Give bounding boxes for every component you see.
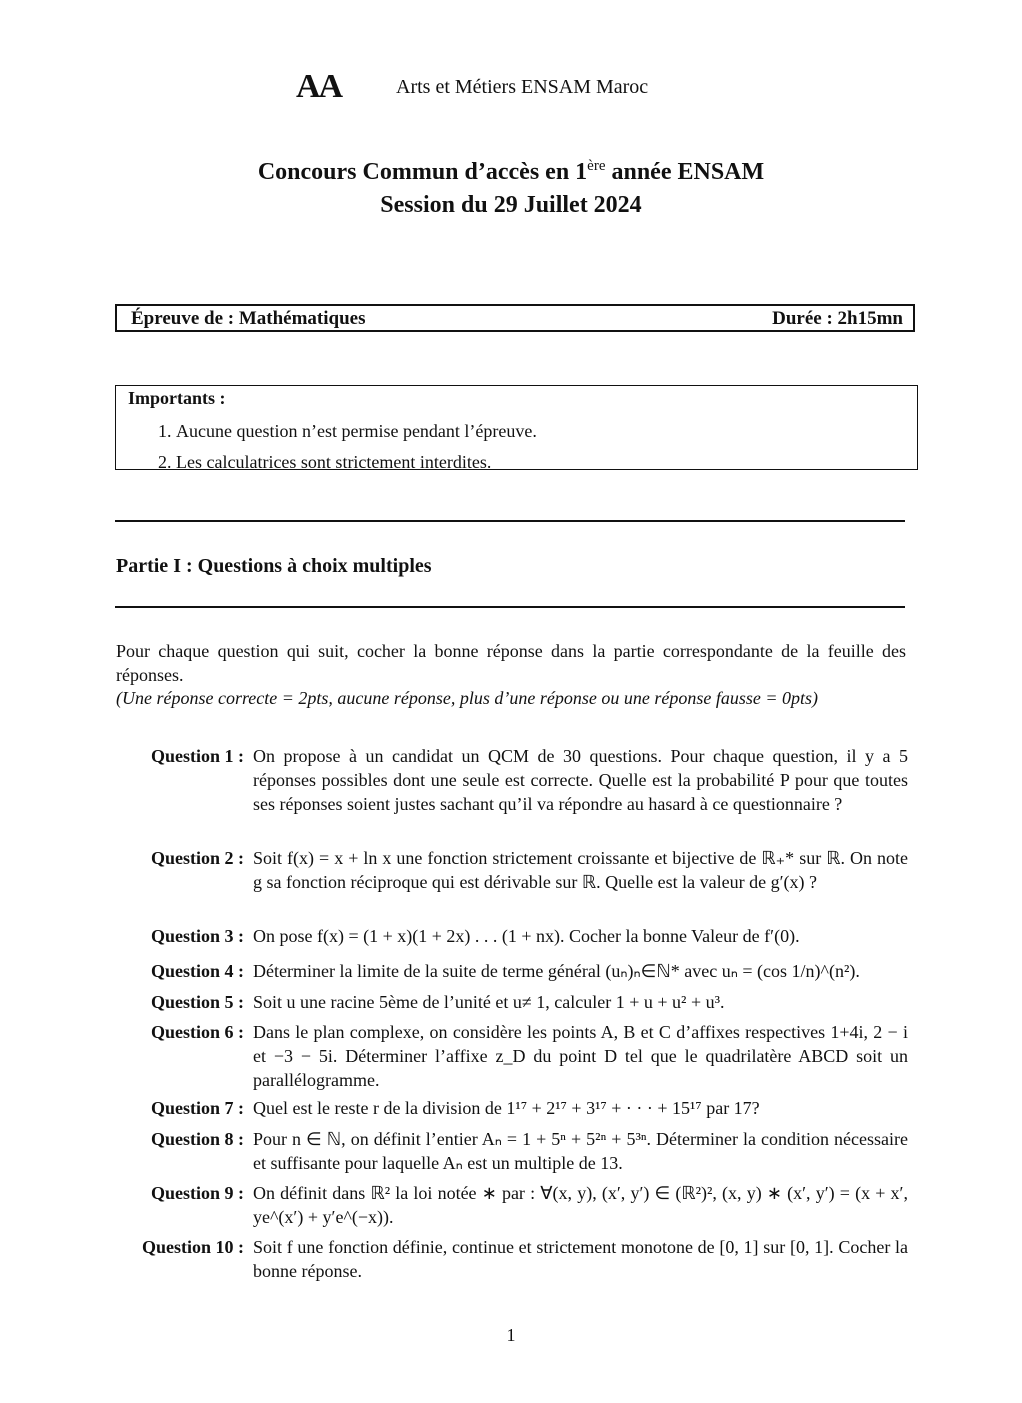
school-name: Arts et Métiers ENSAM Maroc — [396, 76, 649, 98]
important-heading: Importants : — [128, 388, 226, 408]
question-text: Pour n ∈ ℕ, on définit l’entier Aₙ = 1 + 5ⁿ + 5²ⁿ + 5³ⁿ. Déterminer la condition nécessaire et suffisante pour laquelle Aₙ est un multiple de 13. — [253, 1129, 908, 1173]
epreuve-subject: Épreuve de : Mathématiques — [131, 308, 366, 329]
question-text: Quel est le reste r de la division de 1¹⁷ + 2¹⁷ + 3¹⁷ + · · · + 15¹⁷ par 17? — [253, 1098, 760, 1118]
important-box — [115, 385, 918, 470]
title-line-2: Session du 29 Juillet 2024 — [380, 192, 642, 218]
question-text: Dans le plan complexe, on considère les points A, B et C d’affixes respectives 1+4i, 2 − i et −3 − 5i. Déterminer l’affixe z_D du point D tel que le quadrilatère ABCD soit un parallélogramme. — [253, 1022, 908, 1090]
instructions — [116, 640, 906, 711]
title-line-1-post: année ENSAM — [605, 159, 765, 185]
exam-title — [0, 150, 1022, 222]
question-label: Question 5 : — [150, 992, 244, 1012]
title-line-1 — [0, 150, 1022, 189]
page-number: 1 — [506, 1325, 516, 1345]
section-rule-bottom — [115, 606, 905, 608]
important-list — [116, 416, 876, 478]
question-text: On propose à un candidat un QCM de 30 questions. Pour chaque question, il y a 5 réponses possibles dont une seule est correcte. Quelle est la probabilité P pour que toutes ses réponses soient justes sachant qu’il va répondre au hasard à ce questionnaire ? — [253, 746, 908, 814]
question-text: Déterminer la limite de la suite de terme général (uₙ)ₙ∈ℕ* avec uₙ = (cos 1/n)^(n²). — [253, 961, 860, 981]
question-label: Question 2 : — [150, 848, 244, 868]
header — [0, 68, 1022, 108]
important-item: 1. Aucune question n’est permise pendant l’épreuve. — [176, 416, 876, 447]
school-logo: AA — [296, 68, 342, 105]
important-item: 2. Les calculatrices sont strictement interdites. — [176, 447, 876, 478]
question-label: Question 10 : — [141, 1237, 244, 1257]
question-label: Question 8 : — [150, 1129, 244, 1149]
epreuve-box — [115, 304, 915, 332]
question-label: Question 1 : — [150, 746, 244, 766]
question-label: Question 9 : — [150, 1183, 244, 1203]
question-text: Soit f(x) = x + ln x une fonction strictement croissante et bijective de ℝ₊* sur ℝ. On note g sa fonction réciproque qui est dérivable sur ℝ. Quelle est la valeur de g′(x) ? — [253, 848, 908, 892]
question-text: On définit dans ℝ² la loi notée ∗ par : ∀(x, y), (x′, y′) ∈ (ℝ²)², (x, y) ∗ (x′, y′) = (x + x′, ye^(x′) + y′e^(−x)). — [253, 1183, 908, 1227]
question-label: Question 4 : — [150, 961, 244, 981]
instructions-text: Pour chaque question qui suit, cocher la bonne réponse dans la partie correspondante de la feuille des réponses. — [116, 641, 906, 685]
title-line-1-sup: ère — [587, 158, 606, 174]
title-line-1-pre: Concours Commun d’accès en 1 — [257, 159, 588, 185]
section-rule-top — [115, 520, 905, 522]
question-text: Soit u une racine 5ème de l’unité et u≠ 1, calculer 1 + u + u² + u³. — [253, 992, 725, 1012]
question-text: Soit f une fonction définie, continue et strictement monotone de [0, 1] sur [0, 1]. Cocher la bonne réponse. — [253, 1237, 908, 1281]
scoring-rule: (Une réponse correcte = 2pts, aucune réponse, plus d’une réponse ou une réponse fausse = 0pts) — [116, 688, 818, 708]
question-label: Question 3 : — [150, 926, 244, 946]
question-label: Question 6 : — [150, 1022, 244, 1042]
epreuve-duration: Durée : 2h15mn — [772, 308, 903, 329]
question-label: Question 7 : — [150, 1098, 244, 1118]
question-text: On pose f(x) = (1 + x)(1 + 2x) . . . (1 + nx). Cocher la bonne Valeur de f′(0). — [253, 926, 800, 946]
section-title: Partie I : Questions à choix multiples — [116, 555, 432, 577]
